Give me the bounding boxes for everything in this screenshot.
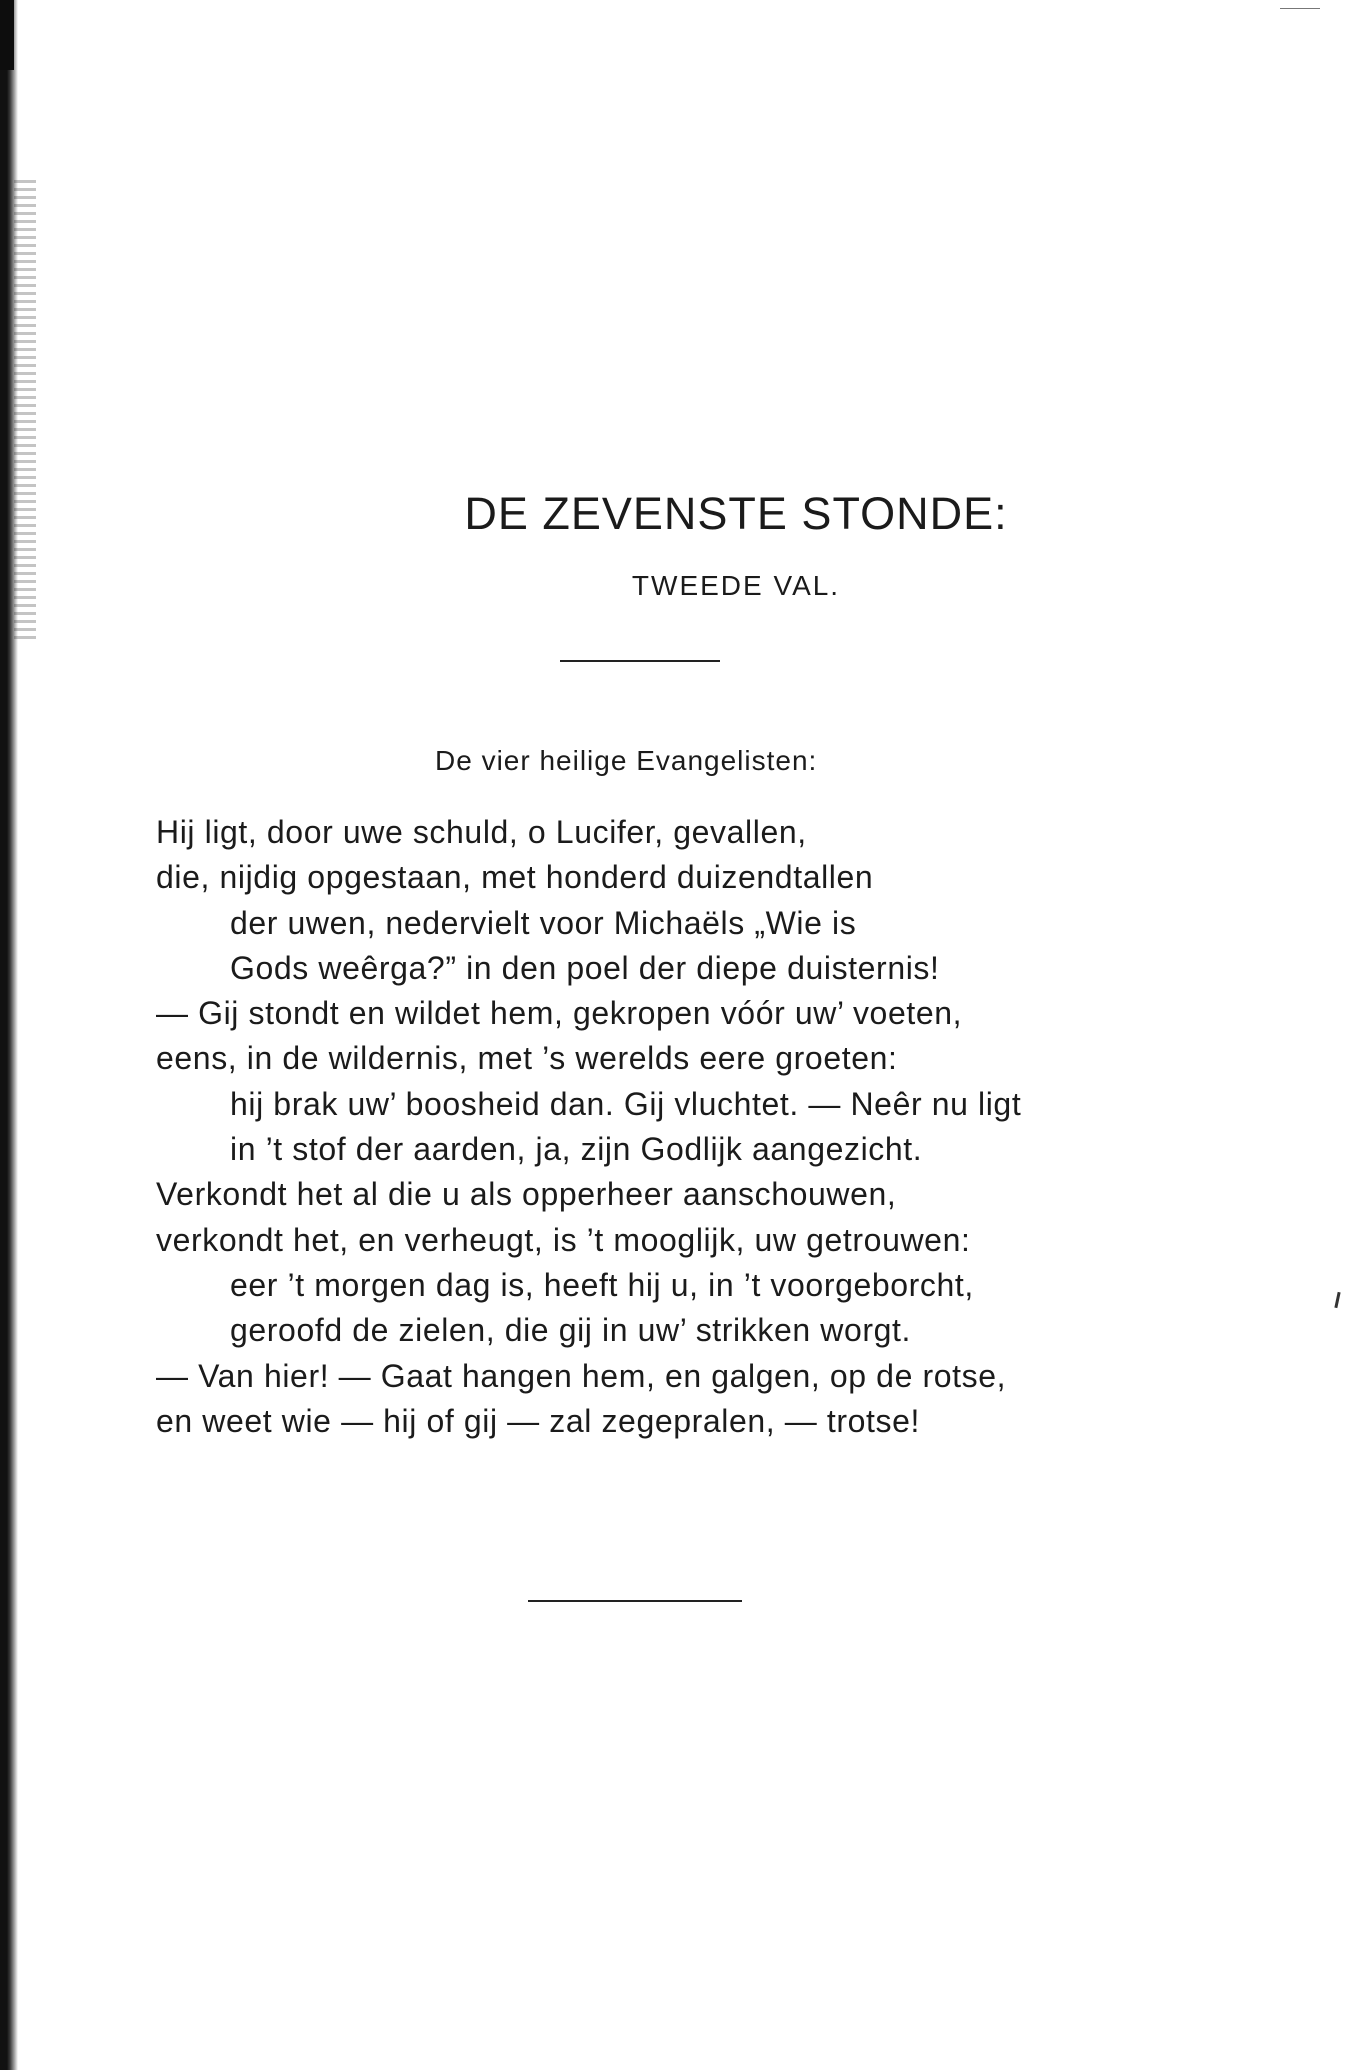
scan-artifact <box>1334 1292 1340 1308</box>
poem-line: Verkondt het al die u als opperheer aanschouwen, <box>156 1176 897 1213</box>
poem-line: en weet wie — hij of gij — zal zegepralen, — trotse! <box>156 1402 920 1439</box>
speaker-label: De vier heilige Evangelisten: <box>435 745 818 776</box>
poem-line: geroofd de zielen, die gij in uw’ strikken worgt. <box>230 1312 911 1349</box>
divider-top <box>560 660 720 662</box>
poem-line: — Van hier! — Gaat hangen hem, en galgen, op de rotse, <box>156 1357 1007 1394</box>
poem-line: verkondt het, en verheugt, is ’t mooglijk, uw getrouwen: <box>156 1221 971 1258</box>
poem-line: der uwen, nedervielt voor Michaëls „Wie is <box>230 904 857 941</box>
poem-line: — Gij stondt en wildet hem, gekropen vóór uw’ voeten, <box>156 995 963 1032</box>
poem-line: hij brak uw’ boosheid dan. Gij vluchtet. — Neêr nu ligt <box>230 1085 1022 1122</box>
poem-line: eer ’t morgen dag is, heeft hij u, in ’t voorgeborcht, <box>230 1266 974 1303</box>
poem-line: die, nijdig opgestaan, met honderd duizendtallen <box>156 859 874 896</box>
poem-line: Gods weêrga?” in den poel der diepe duisternis! <box>230 949 940 986</box>
poem-line: in ’t stof der aarden, ja, zijn Godlijk aangezicht. <box>230 1131 923 1168</box>
poem-line: Hij ligt, door uwe schuld, o Lucifer, gevallen, <box>156 814 807 850</box>
page-title: DE ZEVENSTE STONDE: <box>464 488 1008 539</box>
poem-line: eens, in de wildernis, met ’s werelds eere groeten: <box>156 1040 898 1077</box>
poem <box>156 810 1256 1444</box>
binding-edge-shadow <box>0 0 14 70</box>
scan-artifact <box>1280 8 1320 9</box>
page-subtitle: TWEEDE VAL. <box>631 570 841 601</box>
divider-bottom <box>528 1600 742 1602</box>
